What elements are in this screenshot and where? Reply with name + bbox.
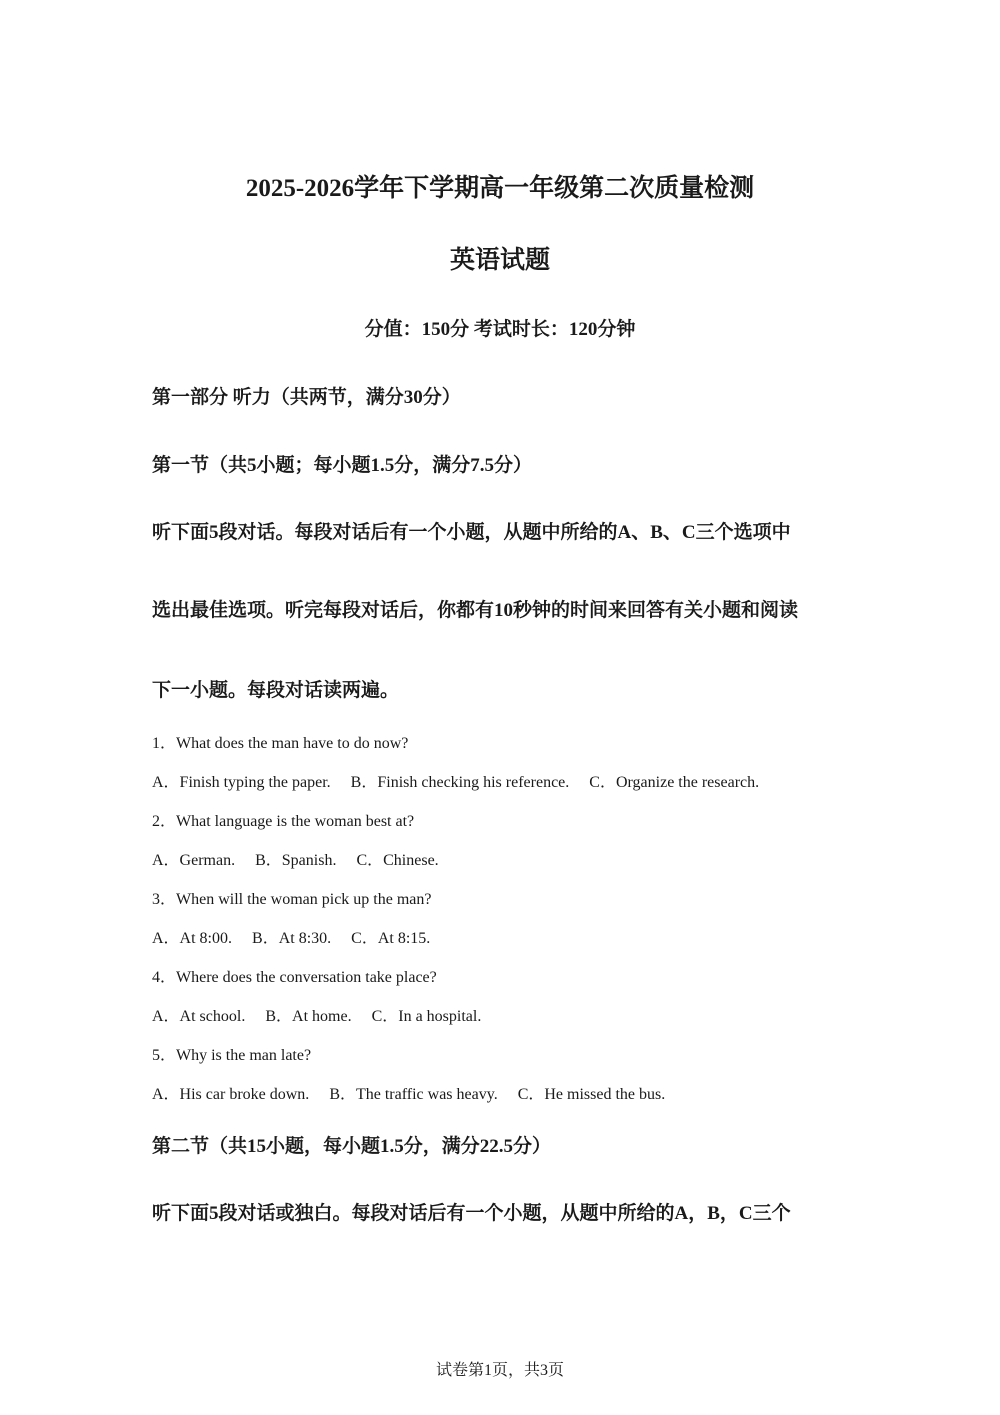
question-4-option-a[interactable]: A．At school.	[152, 1008, 246, 1025]
section1-instruction-line-1: 听下面5段对话。每段对话后有一个小题，从题中所给的A、B、C三个选项中	[152, 522, 791, 543]
question-2-stem: 2．What language is the woman best at?	[152, 813, 415, 830]
question-4-option-c[interactable]: C．In a hospital.	[371, 1008, 482, 1025]
question-5-option-b[interactable]: B．The traffic was heavy.	[329, 1086, 498, 1103]
part1-heading: 第一部分 听力（共两节，满分30分）	[152, 387, 461, 408]
section1-instruction-line-2: 选出最佳选项。听完每段对话后，你都有10秒钟的时间来回答有关小题和阅读	[152, 600, 799, 621]
question-5-options	[152, 1081, 665, 1104]
exam-title: 2025-2026学年下学期高一年级第二次质量检测	[245, 175, 755, 202]
question-4-stem: 4．Where does the conversation take place?	[152, 969, 437, 986]
question-5-option-c[interactable]: C．He missed the bus.	[517, 1086, 666, 1103]
question-3-option-b[interactable]: B．At 8:30.	[252, 930, 332, 947]
question-3-option-c[interactable]: C．At 8:15.	[351, 930, 431, 947]
question-3-options	[152, 925, 430, 948]
question-5-stem: 5．Why is the man late?	[152, 1047, 312, 1064]
question-1-option-b[interactable]: B．Finish checking his reference.	[350, 774, 570, 791]
question-5-option-a[interactable]: A．His car broke down.	[152, 1086, 310, 1103]
question-4-options	[152, 1003, 481, 1026]
page-footer: 试卷第1页，共3页	[435, 1362, 564, 1379]
question-2-option-a[interactable]: A．German.	[152, 852, 236, 869]
question-2-option-c[interactable]: C．Chinese.	[356, 852, 439, 869]
section2-instruction-line-1: 听下面5段对话或独白。每段对话后有一个小题，从题中所给的A，B，C三个	[152, 1203, 791, 1224]
exam-meta: 分值：150分 考试时长：120分钟	[364, 319, 636, 340]
section1-instruction-line-3: 下一小题。每段对话读两遍。	[152, 680, 400, 701]
question-1-option-a[interactable]: A．Finish typing the paper.	[152, 774, 331, 791]
question-3-option-a[interactable]: A．At 8:00.	[152, 930, 233, 947]
question-3-stem: 3．When will the woman pick up the man?	[152, 891, 432, 908]
question-1-options	[152, 769, 759, 792]
question-2-options	[152, 847, 439, 870]
section2-heading: 第二节（共15小题，每小题1.5分，满分22.5分）	[152, 1136, 552, 1157]
question-1-stem: 1．What does the man have to do now?	[152, 735, 409, 752]
exam-subtitle: 英语试题	[449, 247, 550, 274]
question-1-option-c[interactable]: C．Organize the research.	[589, 774, 760, 791]
section1-heading: 第一节（共5小题；每小题1.5分，满分7.5分）	[152, 455, 533, 476]
question-4-option-b[interactable]: B．At home.	[265, 1008, 352, 1025]
question-2-option-b[interactable]: B．Spanish.	[255, 852, 337, 869]
